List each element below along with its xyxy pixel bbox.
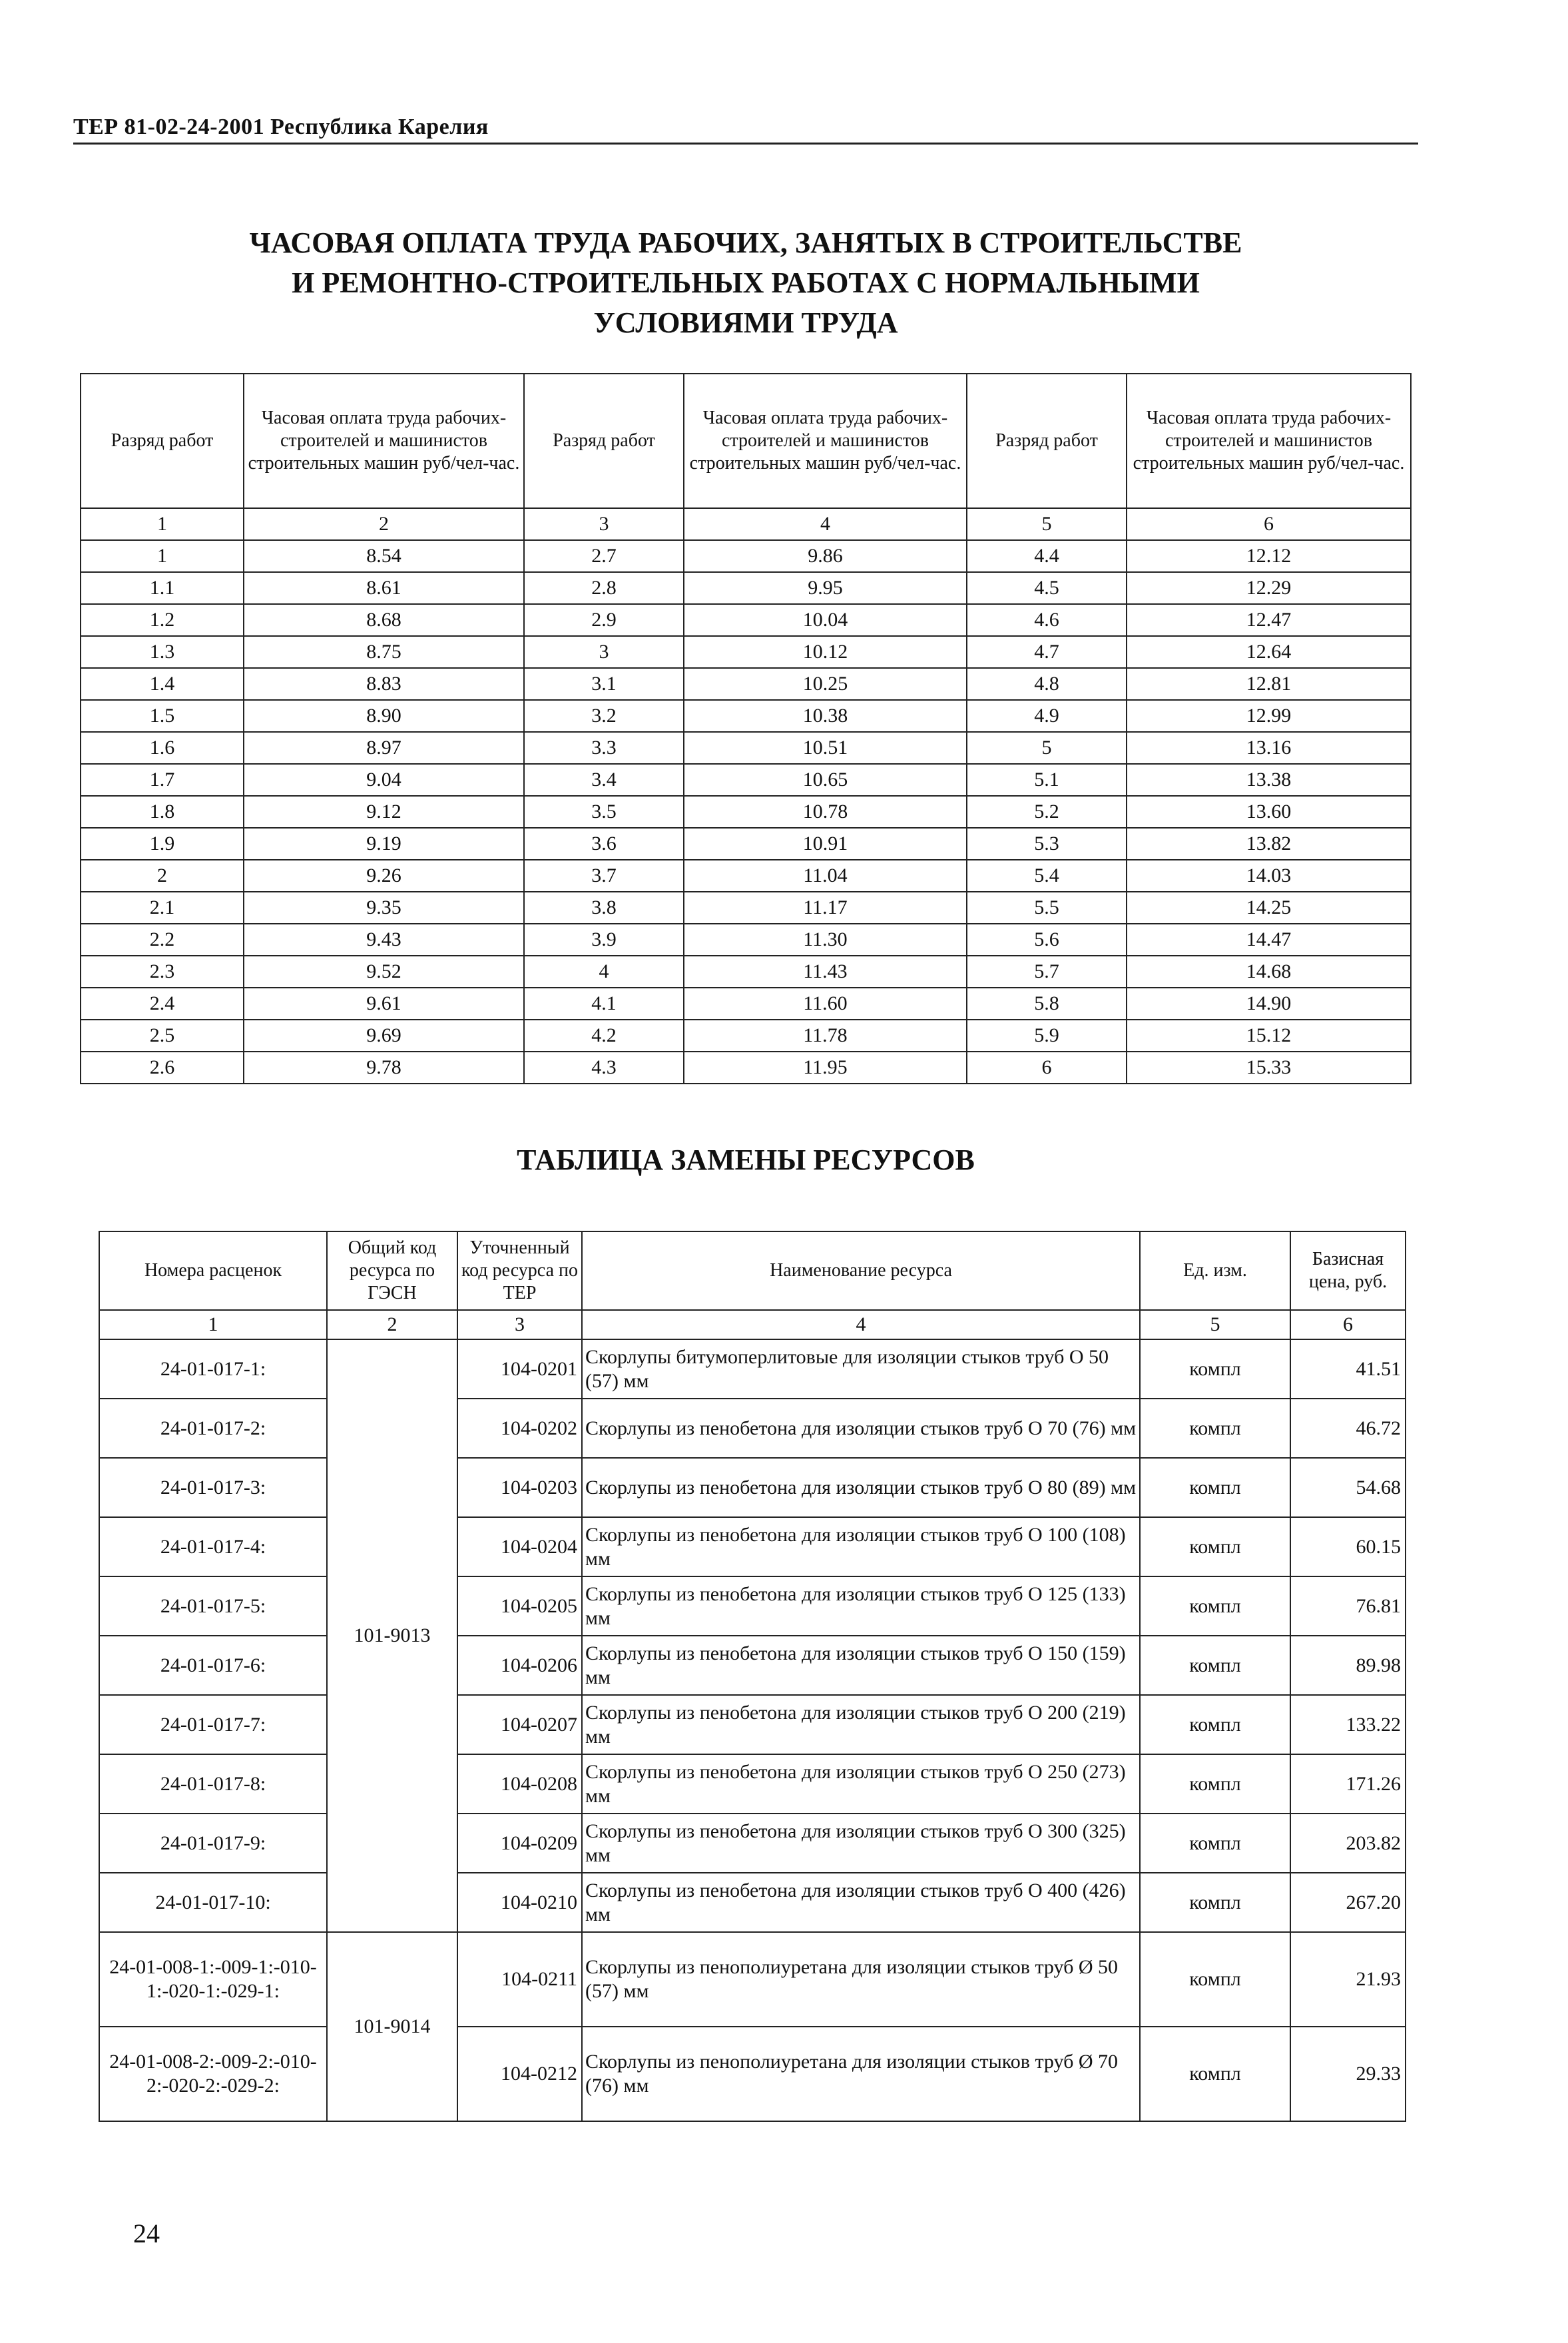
wage-header-cell: Часовая оплата труда рабочих-строителей и машинистов строительных машин руб/чел-час. <box>684 374 967 508</box>
table-cell: 5.3 <box>967 828 1127 860</box>
wage-header-cell: Разряд работ <box>967 374 1127 508</box>
column-number-cell: 4 <box>582 1310 1140 1339</box>
rate-number-cell: 24-01-017-7: <box>99 1695 327 1754</box>
table-row <box>81 988 1411 1020</box>
table-cell: 14.25 <box>1127 892 1411 924</box>
table-cell: 13.60 <box>1127 796 1411 828</box>
rate-number-cell: 24-01-017-6: <box>99 1636 327 1695</box>
resource-code-cell: 104-0212 <box>457 2027 582 2121</box>
table-row <box>99 1458 1406 1517</box>
wage-title-line: ЧАСОВАЯ ОПЛАТА ТРУДА РАБОЧИХ, ЗАНЯТЫХ В СТРОИТЕЛЬСТВЕ <box>249 226 1242 259</box>
rate-number-cell: 24-01-017-10: <box>99 1873 327 1932</box>
table-cell: 6 <box>967 1052 1127 1084</box>
table-cell: 10.65 <box>684 764 967 796</box>
unit-cell: компл <box>1140 1399 1290 1458</box>
table-cell: 4.1 <box>524 988 684 1020</box>
unit-cell: компл <box>1140 1636 1290 1695</box>
table-cell: 10.78 <box>684 796 967 828</box>
page-number: 24 <box>133 2218 160 2248</box>
table-cell: 1 <box>81 540 244 572</box>
table-cell: 9.61 <box>244 988 524 1020</box>
rate-number-cell: 24-01-017-5: <box>99 1576 327 1636</box>
table-cell: 1.2 <box>81 604 244 636</box>
resource-header-cell: Уточненный код ресурса по ТЕР <box>457 1231 582 1310</box>
price-cell: 267.20 <box>1290 1873 1406 1932</box>
table-row <box>99 1399 1406 1458</box>
table-row <box>81 668 1411 700</box>
table-cell: 3.6 <box>524 828 684 860</box>
unit-cell: компл <box>1140 1873 1290 1932</box>
table-cell: 14.90 <box>1127 988 1411 1020</box>
table-cell: 3.4 <box>524 764 684 796</box>
column-number-cell: 2 <box>244 508 524 540</box>
resource-code-cell: 104-0210 <box>457 1873 582 1932</box>
table-cell: 2.9 <box>524 604 684 636</box>
common-code-cell: 101-9013 <box>327 1339 457 1932</box>
resource-header-cell: Номера расценок <box>99 1231 327 1310</box>
rate-number-cell: 24-01-008-2:-009-2:-010-2:-020-2:-029-2: <box>99 2027 327 2121</box>
unit-cell: компл <box>1140 1695 1290 1754</box>
header-divider <box>73 143 1418 145</box>
table-cell: 10.25 <box>684 668 967 700</box>
price-cell: 54.68 <box>1290 1458 1406 1517</box>
column-number-cell: 2 <box>327 1310 457 1339</box>
resource-name-cell: Скорлупы из пенобетона для изоляции стыков труб О 200 (219) мм <box>582 1695 1140 1754</box>
table-row <box>81 828 1411 860</box>
rate-number-cell: 24-01-017-8: <box>99 1754 327 1814</box>
resource-header-cell: Ед. изм. <box>1140 1231 1290 1310</box>
unit-cell: компл <box>1140 2027 1290 2121</box>
column-number-cell: 3 <box>457 1310 582 1339</box>
wage-header-cell: Часовая оплата труда рабочих-строителей и машинистов строительных машин руб/чел-час. <box>1127 374 1411 508</box>
column-number-cell: 3 <box>524 508 684 540</box>
resource-name-cell: Скорлупы из пенобетона для изоляции стыков труб О 150 (159) мм <box>582 1636 1140 1695</box>
table-cell: 3.7 <box>524 860 684 892</box>
table-cell: 4.9 <box>967 700 1127 732</box>
table-cell: 9.12 <box>244 796 524 828</box>
table-cell: 1.7 <box>81 764 244 796</box>
table-cell: 3.3 <box>524 732 684 764</box>
price-cell: 76.81 <box>1290 1576 1406 1636</box>
table-row <box>99 1695 1406 1754</box>
unit-cell: компл <box>1140 1576 1290 1636</box>
table-cell: 1.6 <box>81 732 244 764</box>
rate-number-cell: 24-01-017-9: <box>99 1814 327 1873</box>
price-cell: 46.72 <box>1290 1399 1406 1458</box>
table-cell: 8.90 <box>244 700 524 732</box>
common-code-cell: 101-9014 <box>327 1932 457 2121</box>
table-cell: 11.95 <box>684 1052 967 1084</box>
table-cell: 10.51 <box>684 732 967 764</box>
table-cell: 13.38 <box>1127 764 1411 796</box>
table-cell: 1.1 <box>81 572 244 604</box>
table-cell: 12.81 <box>1127 668 1411 700</box>
table-cell: 8.68 <box>244 604 524 636</box>
table-cell: 12.47 <box>1127 604 1411 636</box>
resource-name-cell: Скорлупы из пенобетона для изоляции стыков труб О 400 (426) мм <box>582 1873 1140 1932</box>
table-cell: 9.78 <box>244 1052 524 1084</box>
table-row <box>81 572 1411 604</box>
resource-name-cell: Скорлупы из пенобетона для изоляции стыков труб О 125 (133) мм <box>582 1576 1140 1636</box>
price-cell: 133.22 <box>1290 1695 1406 1754</box>
table-cell: 11.04 <box>684 860 967 892</box>
table-cell: 12.64 <box>1127 636 1411 668</box>
table-cell: 5.9 <box>967 1020 1127 1052</box>
wage-header-cell: Разряд работ <box>81 374 244 508</box>
table-row <box>81 892 1411 924</box>
table-cell: 12.29 <box>1127 572 1411 604</box>
table-cell: 10.38 <box>684 700 967 732</box>
resource-name-cell: Скорлупы из пенополиуретана для изоляции стыков труб Ø 70 (76) мм <box>582 2027 1140 2121</box>
table-row <box>99 1517 1406 1576</box>
table-cell: 5.8 <box>967 988 1127 1020</box>
table-row <box>81 604 1411 636</box>
table-cell: 2.3 <box>81 956 244 988</box>
table-cell: 11.17 <box>684 892 967 924</box>
wage-header-row <box>81 374 1411 508</box>
table-cell: 14.68 <box>1127 956 1411 988</box>
table-cell: 8.61 <box>244 572 524 604</box>
column-number-cell: 6 <box>1127 508 1411 540</box>
table-cell: 9.69 <box>244 1020 524 1052</box>
table-row <box>81 732 1411 764</box>
price-cell: 203.82 <box>1290 1814 1406 1873</box>
price-cell: 21.93 <box>1290 1932 1406 2027</box>
table-cell: 13.82 <box>1127 828 1411 860</box>
table-cell: 14.47 <box>1127 924 1411 956</box>
table-cell: 8.54 <box>244 540 524 572</box>
resource-name-cell: Скорлупы из пенобетона для изоляции стыков труб О 70 (76) мм <box>582 1399 1140 1458</box>
resource-name-cell: Скорлупы из пенобетона для изоляции стыков труб О 80 (89) мм <box>582 1458 1140 1517</box>
table-cell: 11.30 <box>684 924 967 956</box>
table-cell: 9.04 <box>244 764 524 796</box>
table-cell: 5.7 <box>967 956 1127 988</box>
table-cell: 1.5 <box>81 700 244 732</box>
table-cell: 2.5 <box>81 1020 244 1052</box>
column-number-cell: 1 <box>81 508 244 540</box>
wage-title-line: И РЕМОНТНО-СТРОИТЕЛЬНЫХ РАБОТАХ С НОРМАЛЬНЫМИ <box>292 266 1200 299</box>
table-cell: 12.99 <box>1127 700 1411 732</box>
table-cell: 5.4 <box>967 860 1127 892</box>
table-cell: 1.8 <box>81 796 244 828</box>
table-cell: 1.9 <box>81 828 244 860</box>
table-cell: 2.2 <box>81 924 244 956</box>
table-cell: 9.86 <box>684 540 967 572</box>
table-cell: 4 <box>524 956 684 988</box>
table-row <box>99 1339 1406 1399</box>
table-cell: 3.8 <box>524 892 684 924</box>
resource-header-cell: Наименование ресурса <box>582 1231 1140 1310</box>
document-header: ТЕР 81-02-24-2001 Республика Карелия <box>73 115 489 139</box>
resource-name-cell: Скорлупы битумоперлитовые для изоляции стыков труб О 50 (57) мм <box>582 1339 1140 1399</box>
unit-cell: компл <box>1140 1339 1290 1399</box>
table-cell: 9.35 <box>244 892 524 924</box>
unit-cell: компл <box>1140 1517 1290 1576</box>
resource-table-body <box>99 1310 1406 2121</box>
resource-header-cell: Базисная цена, руб. <box>1290 1231 1406 1310</box>
table-row <box>81 796 1411 828</box>
table-cell: 10.12 <box>684 636 967 668</box>
table-row <box>81 860 1411 892</box>
table-cell: 8.97 <box>244 732 524 764</box>
unit-cell: компл <box>1140 1814 1290 1873</box>
table-row <box>99 1932 1406 2027</box>
resource-code-cell: 104-0205 <box>457 1576 582 1636</box>
table-cell: 3.9 <box>524 924 684 956</box>
resource-header-cell: Общий код ресурса по ГЭСН <box>327 1231 457 1310</box>
unit-cell: компл <box>1140 1932 1290 2027</box>
price-cell: 89.98 <box>1290 1636 1406 1695</box>
table-cell: 3.1 <box>524 668 684 700</box>
wage-column-number-row <box>81 508 1411 540</box>
table-row <box>99 1814 1406 1873</box>
rate-number-cell: 24-01-017-1: <box>99 1339 327 1399</box>
table-row <box>81 700 1411 732</box>
table-row <box>81 1052 1411 1084</box>
table-cell: 4.3 <box>524 1052 684 1084</box>
table-row <box>81 540 1411 572</box>
resource-name-cell: Скорлупы из пенобетона для изоляции стыков труб О 250 (273) мм <box>582 1754 1140 1814</box>
wage-header-cell: Часовая оплата труда рабочих-строителей и машинистов строительных машин руб/чел-час. <box>244 374 524 508</box>
rate-number-cell: 24-01-017-4: <box>99 1517 327 1576</box>
table-cell: 8.75 <box>244 636 524 668</box>
table-cell: 5.5 <box>967 892 1127 924</box>
table-cell: 5.6 <box>967 924 1127 956</box>
price-cell: 41.51 <box>1290 1339 1406 1399</box>
table-cell: 14.03 <box>1127 860 1411 892</box>
table-row <box>81 636 1411 668</box>
table-cell: 5.2 <box>967 796 1127 828</box>
table-row <box>81 1020 1411 1052</box>
rate-number-cell: 24-01-008-1:-009-1:-010-1:-020-1:-029-1: <box>99 1932 327 2027</box>
table-cell: 3.5 <box>524 796 684 828</box>
table-row <box>99 2027 1406 2121</box>
column-number-cell: 5 <box>1140 1310 1290 1339</box>
table-row <box>81 764 1411 796</box>
table-row <box>99 1636 1406 1695</box>
resource-table-title: ТАБЛИЦА ЗАМЕНЫ РЕСУРСОВ <box>517 1144 975 1176</box>
table-row <box>99 1873 1406 1932</box>
table-cell: 4.2 <box>524 1020 684 1052</box>
table-cell: 8.83 <box>244 668 524 700</box>
table-cell: 4.5 <box>967 572 1127 604</box>
unit-cell: компл <box>1140 1754 1290 1814</box>
table-cell: 1.4 <box>81 668 244 700</box>
table-cell: 2.1 <box>81 892 244 924</box>
table-cell: 4.6 <box>967 604 1127 636</box>
table-cell: 5 <box>967 732 1127 764</box>
resource-name-cell: Скорлупы из пенобетона для изоляции стыков труб О 100 (108) мм <box>582 1517 1140 1576</box>
resource-code-cell: 104-0206 <box>457 1636 582 1695</box>
column-number-cell: 4 <box>684 508 967 540</box>
table-cell: 15.33 <box>1127 1052 1411 1084</box>
table-cell: 4.4 <box>967 540 1127 572</box>
resource-code-cell: 104-0202 <box>457 1399 582 1458</box>
table-cell: 11.78 <box>684 1020 967 1052</box>
table-cell: 9.19 <box>244 828 524 860</box>
table-cell: 10.04 <box>684 604 967 636</box>
table-cell: 3.2 <box>524 700 684 732</box>
table-row <box>81 924 1411 956</box>
table-cell: 11.60 <box>684 988 967 1020</box>
table-cell: 2.4 <box>81 988 244 1020</box>
table-cell: 2.8 <box>524 572 684 604</box>
table-cell: 4.7 <box>967 636 1127 668</box>
resource-header-row <box>99 1231 1406 1310</box>
price-cell: 60.15 <box>1290 1517 1406 1576</box>
table-cell: 12.12 <box>1127 540 1411 572</box>
unit-cell: компл <box>1140 1458 1290 1517</box>
column-number-cell: 1 <box>99 1310 327 1339</box>
table-row <box>99 1576 1406 1636</box>
column-number-cell: 6 <box>1290 1310 1406 1339</box>
resource-name-cell: Скорлупы из пенополиуретана для изоляции стыков труб Ø 50 (57) мм <box>582 1932 1140 2027</box>
resource-code-cell: 104-0211 <box>457 1932 582 2027</box>
table-cell: 15.12 <box>1127 1020 1411 1052</box>
table-cell: 2.7 <box>524 540 684 572</box>
table-row <box>81 956 1411 988</box>
wage-table-title <box>73 223 1418 343</box>
table-cell: 1.3 <box>81 636 244 668</box>
resource-code-cell: 104-0203 <box>457 1458 582 1517</box>
resource-name-cell: Скорлупы из пенобетона для изоляции стыков труб О 300 (325) мм <box>582 1814 1140 1873</box>
table-cell: 10.91 <box>684 828 967 860</box>
column-number-cell: 5 <box>967 508 1127 540</box>
resource-code-cell: 104-0207 <box>457 1695 582 1754</box>
wage-table <box>80 373 1412 1084</box>
table-cell: 5.1 <box>967 764 1127 796</box>
table-cell: 9.43 <box>244 924 524 956</box>
table-cell: 9.52 <box>244 956 524 988</box>
resource-code-cell: 104-0209 <box>457 1814 582 1873</box>
table-cell: 9.95 <box>684 572 967 604</box>
resource-code-cell: 104-0204 <box>457 1517 582 1576</box>
table-cell: 13.16 <box>1127 732 1411 764</box>
price-cell: 29.33 <box>1290 2027 1406 2121</box>
table-cell: 9.26 <box>244 860 524 892</box>
resource-code-cell: 104-0201 <box>457 1339 582 1399</box>
wage-table-body <box>81 508 1411 1084</box>
table-cell: 4.8 <box>967 668 1127 700</box>
resource-replacement-table <box>99 1231 1406 2122</box>
rate-number-cell: 24-01-017-3: <box>99 1458 327 1517</box>
table-cell: 3 <box>524 636 684 668</box>
rate-number-cell: 24-01-017-2: <box>99 1399 327 1458</box>
table-cell: 11.43 <box>684 956 967 988</box>
price-cell: 171.26 <box>1290 1754 1406 1814</box>
table-cell: 2 <box>81 860 244 892</box>
wage-header-cell: Разряд работ <box>524 374 684 508</box>
resource-code-cell: 104-0208 <box>457 1754 582 1814</box>
table-row <box>99 1754 1406 1814</box>
resource-column-number-row <box>99 1310 1406 1339</box>
table-cell: 2.6 <box>81 1052 244 1084</box>
wage-title-line: УСЛОВИЯМИ ТРУДА <box>593 306 898 339</box>
